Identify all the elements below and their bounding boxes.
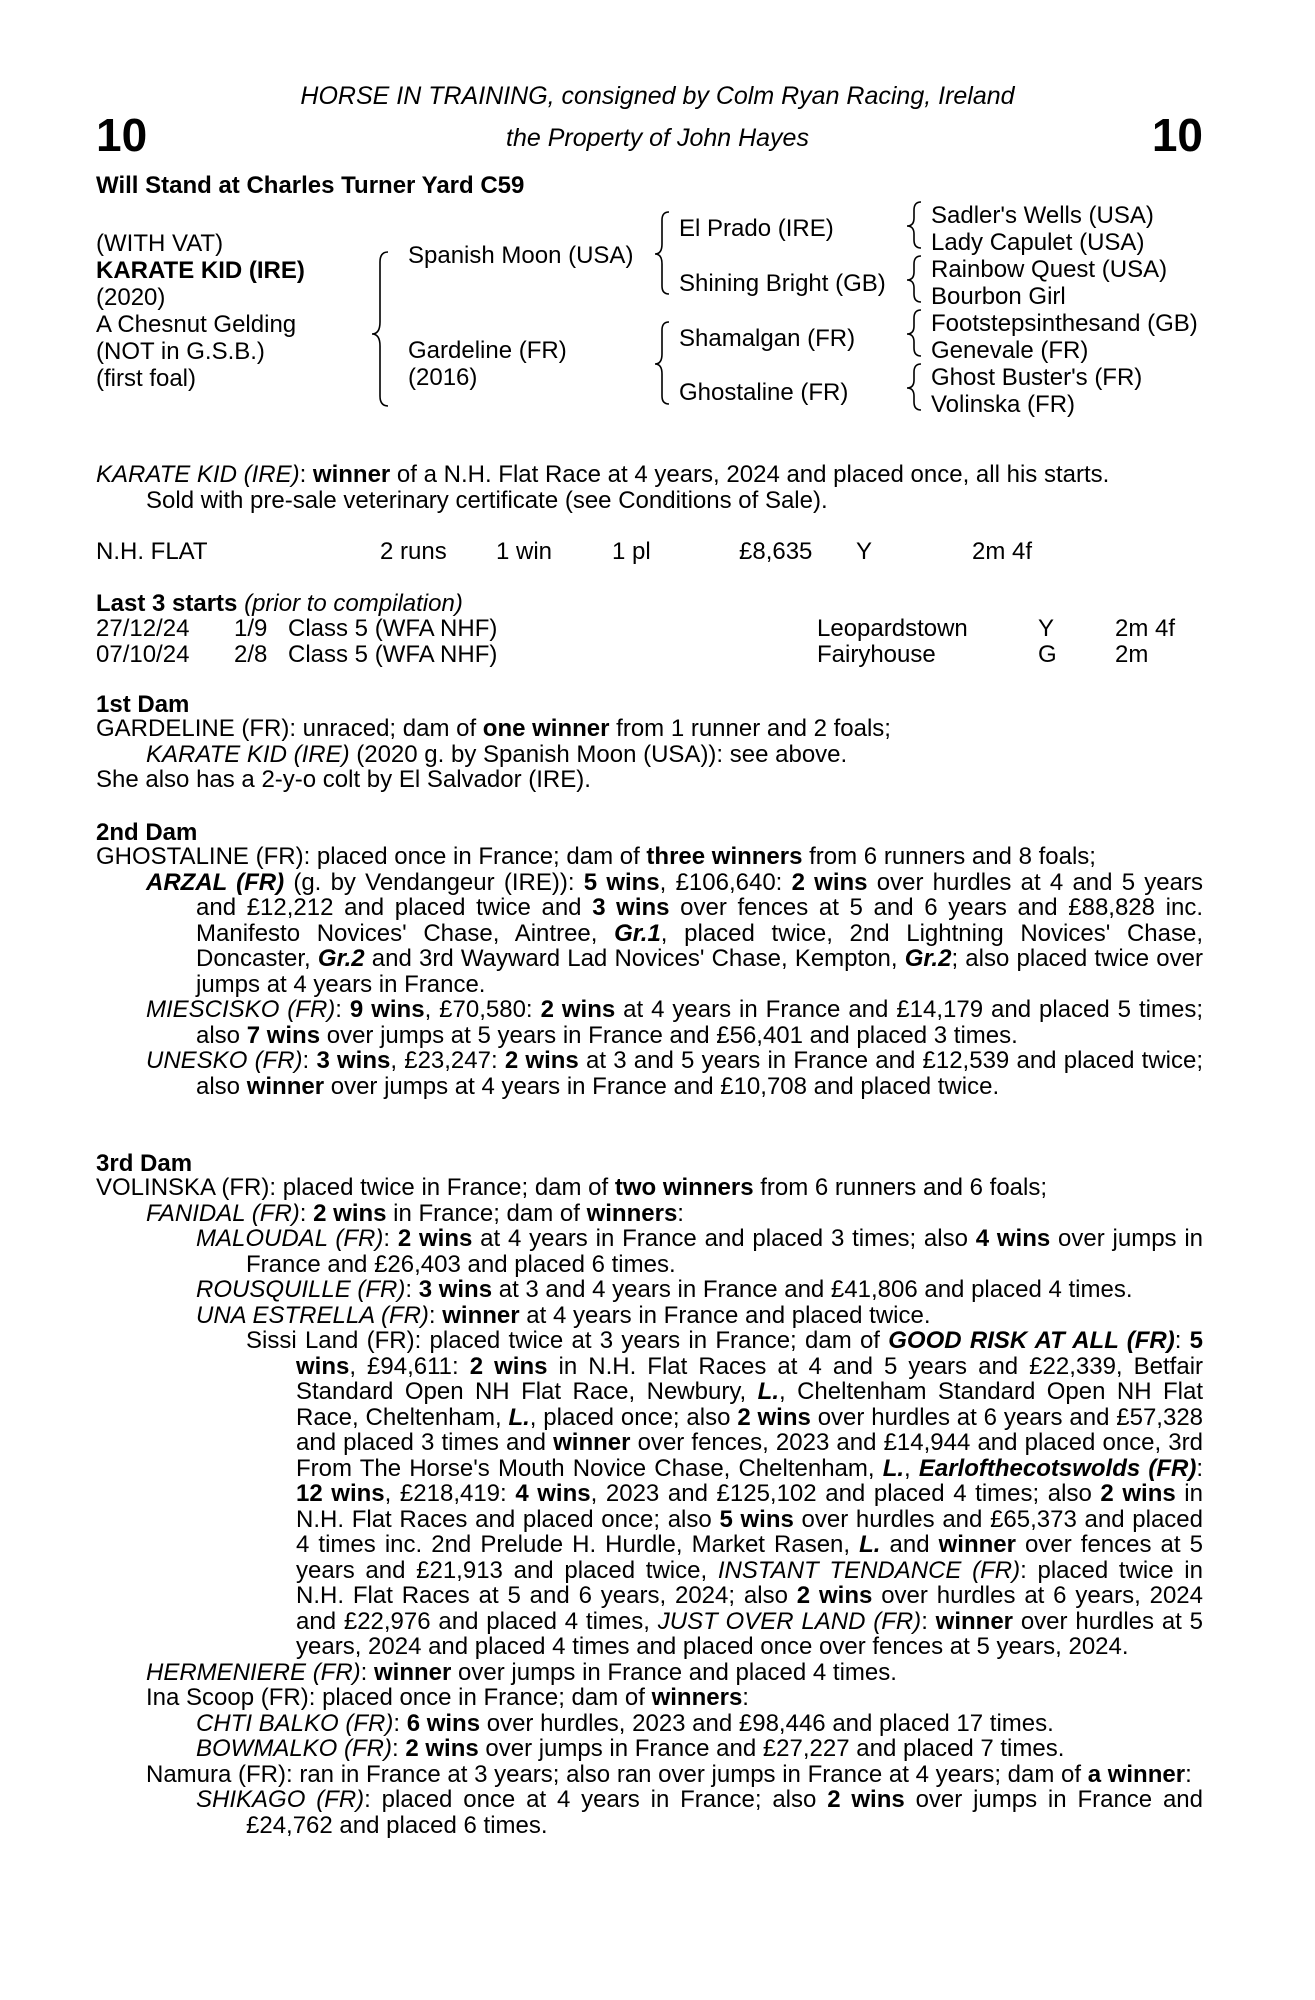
record-type: N.H. FLAT	[96, 538, 208, 565]
wins: 2 wins	[737, 1403, 811, 1431]
text: over jumps in France and £24,762 and placed 6 times.	[246, 1786, 1204, 1839]
start-course: Fairyhouse	[817, 641, 936, 668]
ds-sire: Footstepsinthesand (GB)	[931, 310, 1198, 337]
text: over fences at 5 and 6 years and £88,828 inc. Manifesto Novices' Chase, Aintree,	[196, 894, 1204, 947]
text: :	[742, 1684, 749, 1711]
last-starts-note: (prior to compilation)	[237, 590, 463, 617]
text: ; also placed twice over jumps at 4 years in France.	[196, 945, 1203, 998]
winners-count: one winner	[482, 715, 610, 742]
start-class: Class 5 (WFA NHF)	[288, 615, 498, 642]
grade: Gr.1	[614, 919, 661, 947]
lot-number-right: 10	[1151, 109, 1203, 161]
progeny-entry-ina-scoop	[96, 1685, 1203, 1711]
text: , £23,247:	[390, 1047, 505, 1074]
dam-dam: Ghostaline (FR)	[679, 379, 849, 406]
text: :	[335, 996, 350, 1023]
listed: L.	[508, 1403, 530, 1431]
text: and 3rd Wayward Lad Novices' Chase, Kempton,	[364, 945, 905, 972]
start-date: 07/10/24	[96, 641, 190, 668]
text: :	[383, 1225, 398, 1252]
text: , Cheltenham Standard Open NH Flat Race, Cheltenham,	[296, 1378, 1203, 1431]
text: , placed once; also	[529, 1403, 738, 1431]
text: over fences, 2023 and £14,944 and placed once, 3rd From The Horse's Mouth Novice Chase, Cheltenham,	[296, 1429, 1203, 1482]
progeny-name: KARATE KID (IRE)	[146, 740, 350, 768]
sire-dam: Shining Bright (GB)	[679, 270, 886, 297]
text: :	[428, 1301, 443, 1329]
text: : placed twice in N.H. Flat Races at 5 and 6 years, 2024; also	[296, 1556, 1203, 1609]
winners-count: two winners	[614, 1174, 754, 1201]
text: at 3 and 5 years in France and £12,539 and placed twice; also	[196, 1047, 1204, 1100]
progeny-entry-rousquille	[96, 1277, 1203, 1303]
text: over jumps in France and £26,403 and placed 6 times.	[246, 1225, 1204, 1278]
text: :	[1174, 1327, 1190, 1354]
start-distance: 2m	[1115, 641, 1149, 668]
wins: 5 wins	[583, 868, 660, 896]
wins: 4 wins	[975, 1225, 1051, 1252]
wins: winner	[246, 1072, 325, 1100]
progeny-entry-sissi-land	[96, 1328, 1203, 1660]
wins: winner	[374, 1658, 452, 1686]
record-going: Y	[856, 538, 873, 565]
start-class: Class 5 (WFA NHF)	[288, 641, 498, 668]
gsb-status: (NOT in G.S.B.)	[96, 338, 265, 365]
text: at 4 years in France and £14,179 and placed 5 times; also	[196, 996, 1203, 1049]
text: over jumps at 4 years in France and £10,708 and placed twice.	[324, 1072, 1000, 1100]
text: :	[299, 1199, 314, 1227]
text: over hurdles and £65,373 and placed 4 times inc. 2nd Prelude H. Hurdle, Market Rasen,	[296, 1505, 1203, 1558]
progeny-entry-hermeniere	[96, 1660, 1203, 1686]
wins: winners	[651, 1684, 743, 1711]
progeny-name: ROUSQUILLE (FR)	[196, 1276, 406, 1303]
progeny-entry-shikago	[96, 1787, 1203, 1838]
record-placed: 1 pl	[612, 538, 651, 565]
progeny-entry-miescisko	[96, 997, 1203, 1048]
start-going: G	[1038, 641, 1057, 668]
text: :	[302, 1047, 317, 1074]
text: , 2023 and £125,102 and placed 4 times; also	[590, 1480, 1101, 1507]
text: over hurdles at 6 years, 2024 and £22,976 and placed 4 times,	[296, 1582, 1203, 1635]
horse-description: A Chesnut Gelding	[96, 311, 297, 338]
progeny-name: FANIDAL (FR)	[146, 1199, 300, 1227]
vat-label: (WITH VAT)	[96, 230, 224, 257]
text: :	[677, 1199, 684, 1227]
last-starts-title: Last 3 starts	[96, 590, 238, 617]
wins: 9 wins	[349, 996, 425, 1023]
text: over hurdles at 4 and 5 years and £12,212 and placed twice and	[196, 868, 1203, 921]
text: , £106,640:	[659, 868, 792, 896]
first-dam-heading: 1st Dam	[96, 691, 190, 718]
start-going: Y	[1038, 615, 1055, 642]
wins: 6 wins	[406, 1709, 481, 1737]
text: Namura (FR): ran in France at 3 years; also ran over jumps in France at 4 years; dam of	[146, 1760, 1088, 1788]
record-runs: 2 runs	[380, 538, 447, 565]
text: and	[880, 1531, 939, 1558]
progeny-entry-fanidal	[96, 1201, 1203, 1227]
text: :	[921, 1607, 936, 1635]
dd-sire: Ghost Buster's (FR)	[931, 364, 1143, 391]
ss-dam: Lady Capulet (USA)	[931, 229, 1145, 256]
horse-year: (2020)	[96, 284, 166, 311]
horse-name: KARATE KID (IRE)	[96, 257, 305, 284]
text: VOLINSKA (FR): placed twice in France; dam of	[96, 1174, 615, 1201]
stand-location: Will Stand at Charles Turner Yard C59	[96, 172, 525, 199]
owner-line: the Property of John Hayes	[506, 124, 809, 152]
wins: 2 wins	[827, 1786, 905, 1813]
consignor-line: HORSE IN TRAINING, consigned by Colm Ryan Racing, Ireland	[300, 82, 1015, 110]
wins: 2 wins	[397, 1225, 473, 1252]
text: :	[360, 1658, 375, 1686]
wins: 5 wins	[719, 1505, 794, 1533]
text: (g. by Vendangeur (IRE)):	[284, 868, 584, 896]
wins: winner	[935, 1607, 1014, 1635]
text: (2020 g. by Spanish Moon (USA)): see above.	[349, 740, 848, 768]
text: GHOSTALINE (FR): placed once in France; dam of	[96, 843, 647, 870]
second-dam-heading: 2nd Dam	[96, 819, 198, 846]
wins: 2 wins	[469, 1352, 548, 1380]
text: at 4 years in France and placed 3 times; also	[472, 1225, 976, 1252]
text: Ina Scoop (FR): placed once in France; dam of	[146, 1684, 652, 1711]
summary-horse-name: KARATE KID (IRE)	[96, 461, 300, 488]
record-earnings: £8,635	[739, 538, 813, 565]
dam-name: Gardeline (FR)	[408, 337, 567, 364]
wins: 3 wins	[592, 894, 670, 921]
third-dam-section	[96, 1175, 1203, 1838]
progeny-name: MALOUDAL (FR)	[196, 1225, 384, 1252]
dd-dam: Volinska (FR)	[931, 391, 1076, 418]
summary-text: :	[299, 461, 313, 488]
sd-dam: Bourbon Girl	[931, 283, 1066, 310]
text: :	[392, 1735, 406, 1762]
summary-text: of a N.H. Flat Race at 4 years, 2024 and placed once, all his starts.	[390, 461, 1110, 488]
start-position: 2/8	[234, 641, 268, 668]
last-starts-heading	[96, 590, 463, 618]
text: over hurdles at 6 years and £57,328 and placed 3 times and	[296, 1403, 1204, 1456]
text: over hurdles, 2023 and £98,446 and placed 17 times.	[480, 1709, 1054, 1737]
wins: 5 wins	[296, 1327, 1203, 1380]
wins: 2 wins	[540, 996, 616, 1023]
wins: 2 wins	[1100, 1480, 1176, 1507]
text: at 4 years in France and placed twice.	[519, 1301, 931, 1329]
progeny-name: SHIKAGO (FR)	[196, 1786, 365, 1813]
wins: 2 wins	[796, 1582, 873, 1609]
first-dam-section	[96, 716, 1203, 793]
wins: 3 wins	[418, 1276, 493, 1303]
progeny-name: JUST OVER LAND (FR)	[657, 1607, 922, 1635]
listed: L.	[882, 1454, 905, 1482]
sire-name: Spanish Moon (USA)	[408, 242, 634, 269]
third-dam-heading: 3rd Dam	[96, 1150, 193, 1177]
progeny-name: CHTI BALKO (FR)	[196, 1709, 394, 1737]
start-date: 27/12/24	[96, 615, 190, 642]
text: :	[1185, 1760, 1192, 1788]
text: from 6 runners and 8 foals;	[802, 843, 1096, 870]
progeny-name: INSTANT TENDANCE (FR)	[717, 1556, 1021, 1584]
text: ,	[904, 1454, 919, 1482]
second-dam-section	[96, 844, 1203, 1099]
wins: 2 wins	[313, 1199, 387, 1227]
progeny-name: HERMENIERE (FR)	[146, 1658, 361, 1686]
text: over fences at 5 years and £21,913 and placed twice,	[296, 1531, 1203, 1584]
text: :	[1196, 1454, 1204, 1482]
wins: 2 wins	[504, 1047, 579, 1074]
wins: 7 wins	[246, 1021, 321, 1049]
text: over jumps in France and placed 4 times.	[451, 1658, 897, 1686]
wins: 2 wins	[791, 868, 868, 896]
text: in France; dam of	[386, 1199, 587, 1227]
wins: 12 wins	[296, 1480, 385, 1507]
text: over jumps at 5 years in France and £56,401 and placed 3 times.	[320, 1021, 1018, 1049]
ss-sire: Sadler's Wells (USA)	[931, 202, 1154, 229]
sd-sire: Rainbow Quest (USA)	[931, 256, 1168, 283]
text: , placed twice, 2nd Lightning Novices' Chase, Doncaster,	[196, 919, 1203, 972]
progeny-name: GOOD RISK AT ALL (FR)	[888, 1327, 1175, 1354]
dam-sire: Shamalgan (FR)	[679, 325, 856, 352]
progeny-entry-una-estrella	[96, 1303, 1203, 1329]
text: :	[393, 1709, 407, 1737]
start-course: Leopardstown	[817, 615, 968, 642]
text: : placed once at 4 years in France; also	[364, 1786, 828, 1813]
progeny-entry-maloudal	[96, 1226, 1203, 1277]
text: , £218,419:	[384, 1480, 516, 1507]
vet-certificate-note: Sold with pre-sale veterinary certificate (see Conditions of Sale).	[146, 486, 828, 514]
progeny-name: BOWMALKO (FR)	[196, 1735, 392, 1762]
lot-number-left: 10	[96, 109, 148, 161]
grade: Gr.2	[904, 945, 952, 972]
wins: winner	[442, 1301, 520, 1329]
text: from 6 runners and 6 foals;	[753, 1174, 1048, 1201]
dam-note: She also has a 2-y-o colt by El Salvador (IRE).	[96, 766, 591, 793]
progeny-name: ARZAL (FR)	[146, 868, 285, 896]
start-position: 1/9	[234, 615, 268, 642]
progeny-entry-arzal	[96, 870, 1203, 998]
dam-year: (2016)	[408, 364, 478, 391]
text: , £70,580:	[424, 996, 541, 1023]
text: :	[405, 1276, 419, 1303]
progeny-name: Earlofthecotswolds (FR)	[918, 1454, 1197, 1482]
record-distance: 2m 4f	[972, 538, 1033, 565]
winners-count: three winners	[646, 843, 803, 870]
wins: winners	[586, 1199, 678, 1227]
progeny-entry-bowmalko	[96, 1736, 1203, 1762]
text: in N.H. Flat Races and placed once; also	[296, 1480, 1203, 1533]
summary-winner: winner	[312, 461, 391, 488]
text: over hurdles at 5 years, 2024 and placed 4 times and placed once over fences at 5 years, 2024.	[296, 1607, 1204, 1660]
progeny-name: UNA ESTRELLA (FR)	[196, 1301, 429, 1329]
text: , £94,611:	[349, 1352, 470, 1380]
wins: winner	[553, 1429, 631, 1456]
text: GARDELINE (FR): unraced; dam of	[96, 715, 483, 742]
progeny-name: UNESKO (FR)	[146, 1047, 303, 1074]
record-wins: 1 win	[496, 538, 553, 565]
start-distance: 2m 4f	[1115, 615, 1176, 642]
wins: 4 wins	[515, 1480, 591, 1507]
text: at 3 and 4 years in France and £41,806 and placed 4 times.	[492, 1276, 1133, 1303]
grade: Gr.2	[317, 945, 365, 972]
wins: winner	[938, 1531, 1016, 1558]
listed: L.	[757, 1378, 779, 1405]
wins: 3 wins	[316, 1047, 391, 1074]
foal-note: (first foal)	[96, 365, 197, 392]
text: over jumps in France and £27,227 and placed 7 times.	[478, 1735, 1065, 1762]
listed: L.	[859, 1531, 881, 1558]
text: Sissi Land (FR): placed twice at 3 years in France; dam of	[246, 1327, 889, 1354]
progeny-entry-namura	[96, 1762, 1203, 1788]
ds-dam: Genevale (FR)	[931, 337, 1089, 364]
sire-sire: El Prado (IRE)	[679, 215, 834, 242]
progeny-entry-chti-balko	[96, 1711, 1203, 1737]
text: from 1 runner and 2 foals;	[609, 715, 891, 742]
wins: a winner	[1087, 1760, 1186, 1788]
progeny-entry-unesko	[96, 1048, 1203, 1099]
wins: 2 wins	[405, 1735, 479, 1762]
horse-summary	[96, 462, 1203, 513]
progeny-name: MIESCISKO (FR)	[146, 996, 336, 1023]
text: in N.H. Flat Races at 4 and 5 years and £22,339, Betfair Standard Open NH Flat Race, Newbury,	[296, 1352, 1204, 1405]
